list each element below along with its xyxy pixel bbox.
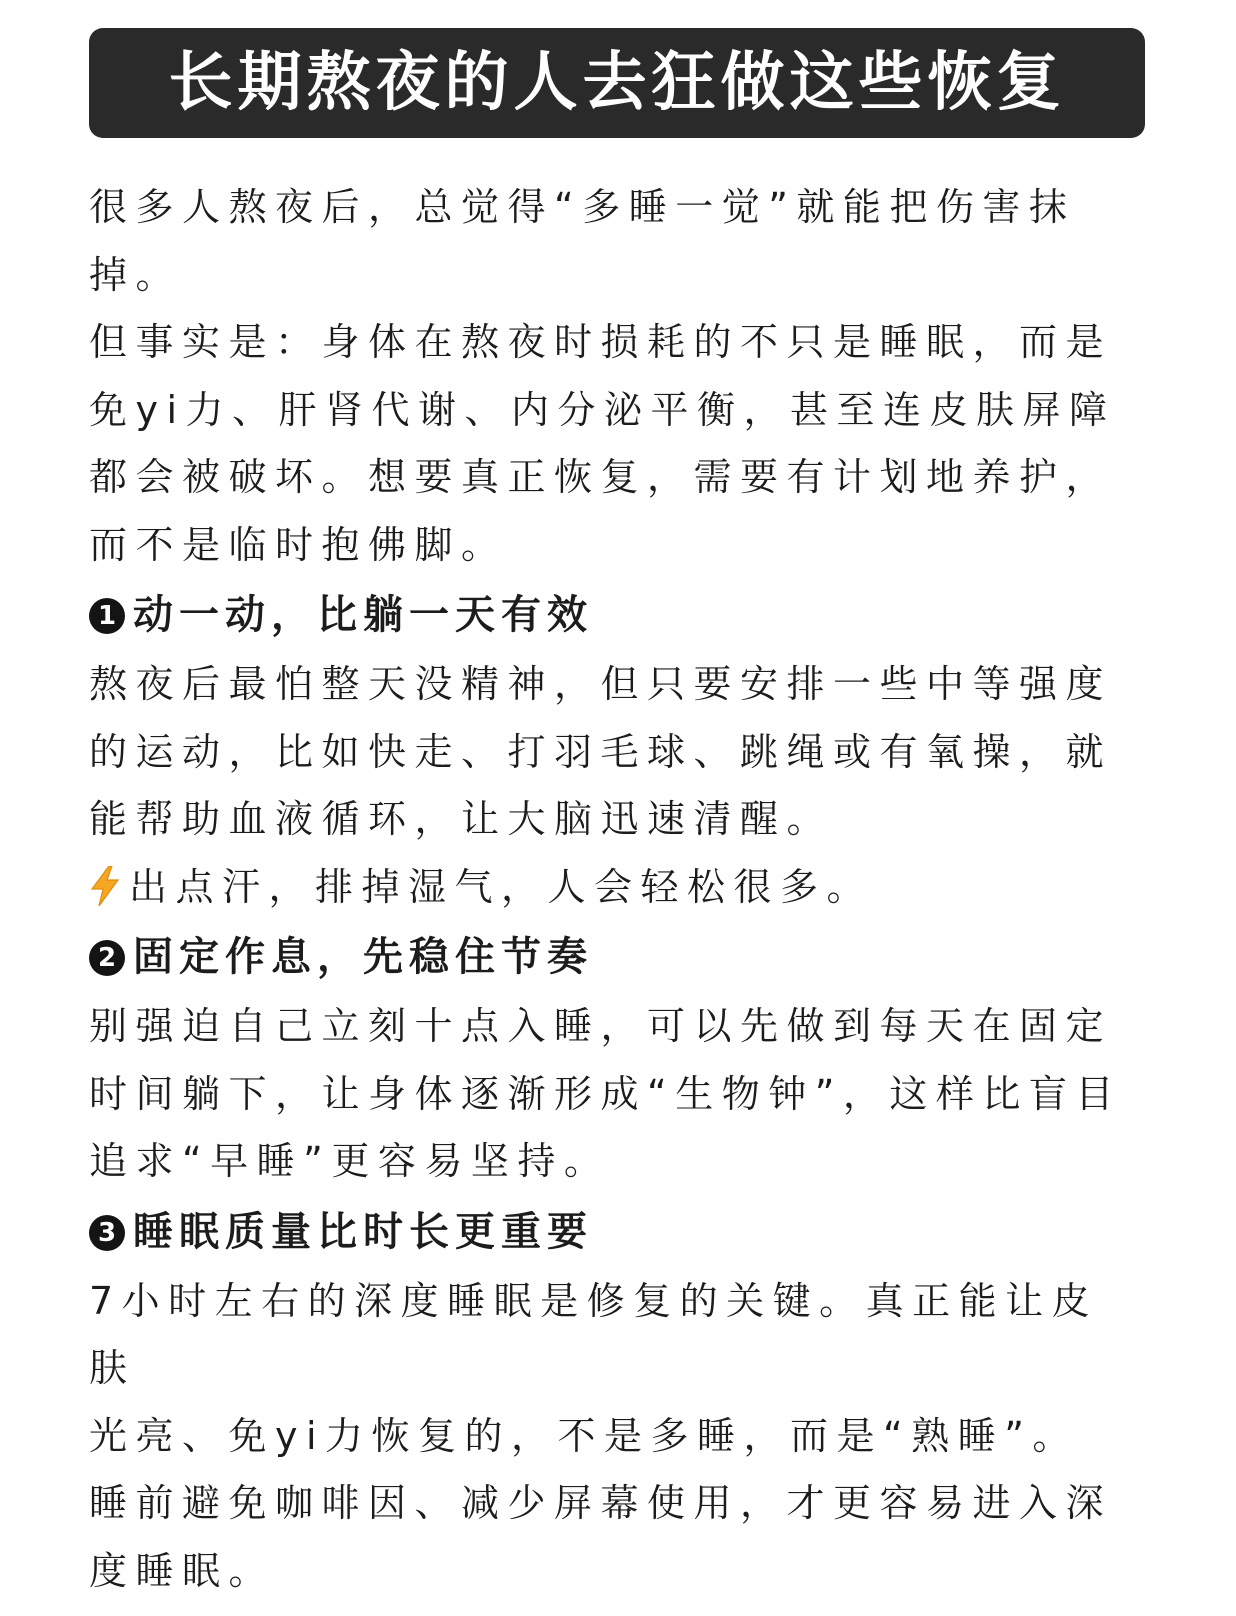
intro-line: 但事实是：身体在熬夜时损耗的不只是睡眠，而是 [89, 320, 1113, 364]
section-line: 时间躺下，让身体逐渐形成“生物钟”，这样比盲目 [89, 1071, 1122, 1116]
section-heading-text: 动一动，比躺一天有效 [133, 592, 593, 638]
section-line: 睡前避免咖啡因、减少屏幕使用，才更容易进入深 [89, 1481, 1113, 1525]
intro-line: 都会被破坏。想要真正恢复，需要有计划地养护， [89, 455, 1113, 499]
number-badge: 2 [89, 940, 125, 976]
intro-line: 很多人熬夜后，总觉得“多睡一觉”就能把伤害抹 [89, 185, 1076, 229]
section-3 [89, 1196, 1139, 1606]
section-line: 别强迫自己立刻十点入睡，可以先做到每天在固定 [89, 1004, 1113, 1048]
section-line: 光亮、免yi力恢复的，不是多睡，而是“熟睡”。 [89, 1413, 1079, 1458]
section-heading [89, 579, 1139, 651]
section-line: 能帮助血液循环，让大脑迅速清醒。 [89, 797, 834, 841]
section-1 [89, 579, 1139, 921]
tip-line [89, 854, 1139, 922]
intro-line: 掉。 [89, 252, 183, 297]
section-line: 熬夜后最怕整天没精神，但只要安排一些中等强度 [89, 662, 1113, 706]
number-badge: 1 [89, 598, 125, 634]
section-heading-text: 睡眠质量比时长更重要 [133, 1208, 593, 1255]
section-line: 度睡眠。 [89, 1548, 276, 1593]
section-2 [89, 921, 1139, 1196]
lightning-icon [89, 866, 121, 906]
title-banner [89, 28, 1145, 138]
number-badge: 3 [89, 1215, 125, 1251]
section-line: 追求“早睡”更容易坚持。 [89, 1139, 611, 1183]
section-heading-text: 固定作息，先稳住节奏 [133, 934, 593, 980]
intro-line: 而不是临时抱佛脚。 [89, 522, 508, 567]
tip-text: 出点汗，排掉湿气，人会轻松很多。 [129, 864, 874, 909]
section-line: 7小时左右的深度睡眠是修复的关键。真正能让皮肤 [89, 1278, 1099, 1390]
section-heading [89, 1196, 1139, 1268]
page-title: 长期熬夜的人去狂做这些恢复 [168, 46, 1066, 120]
intro-line: 免yi力、肝肾代谢、内分泌平衡，甚至连皮肤屏障 [89, 387, 1116, 432]
section-line: 的运动，比如快走、打羽毛球、跳绳或有氧操，就 [89, 729, 1113, 774]
section-heading [89, 921, 1139, 993]
article-body [89, 174, 1139, 1605]
